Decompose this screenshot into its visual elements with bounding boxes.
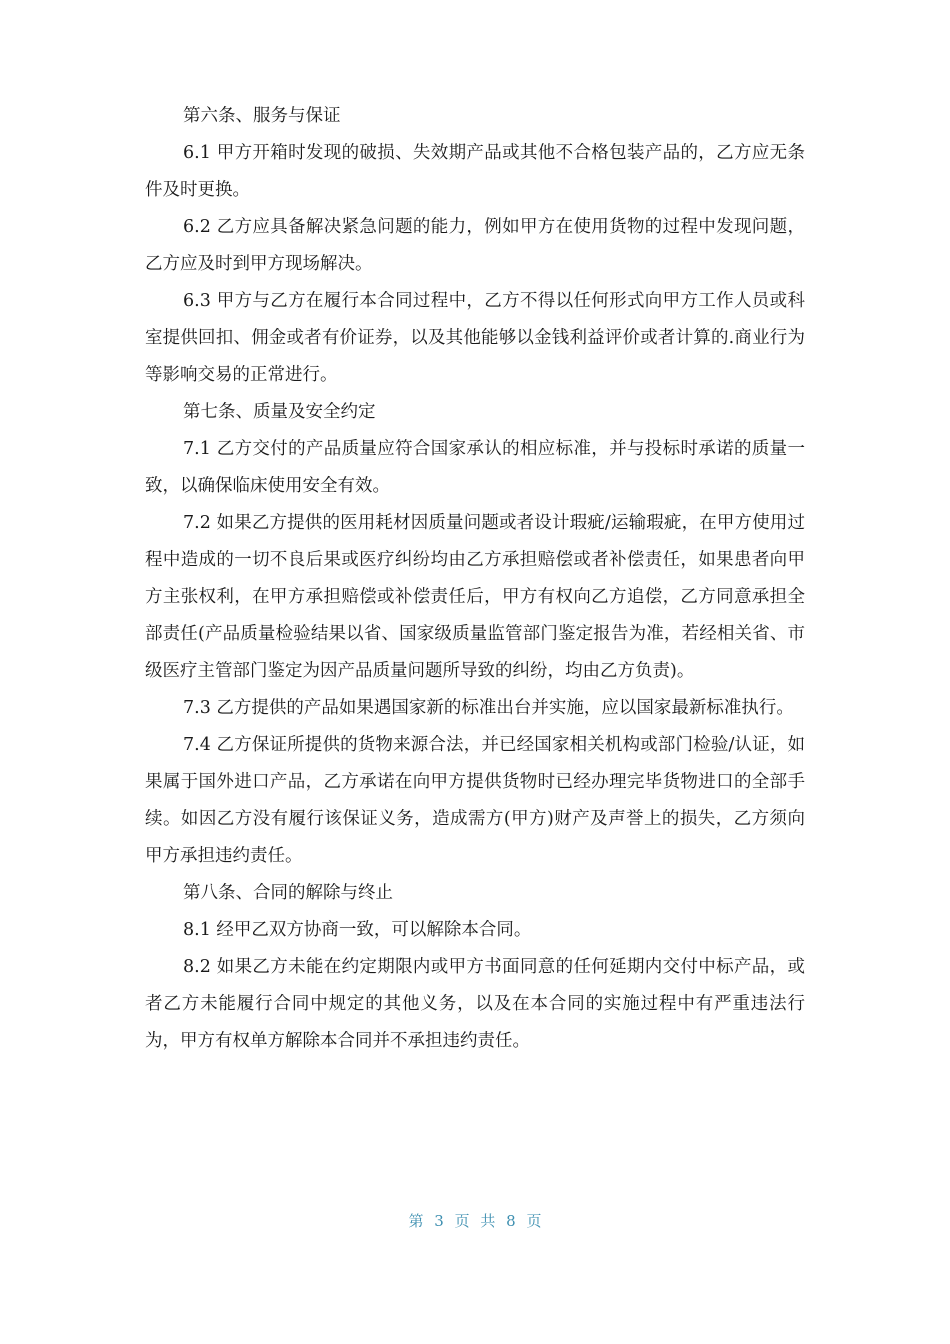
clause-7-1: 7.1 乙方交付的产品质量应符合国家承认的相应标准，并与投标时承诺的质量一致，以确保临床使用安全有效。 xyxy=(145,439,805,496)
page-footer xyxy=(0,1210,950,1231)
document-body xyxy=(145,98,805,1060)
section-heading-7: 第七条、质量及安全约定 xyxy=(183,402,376,422)
section-heading-6: 第六条、服务与保证 xyxy=(183,106,341,126)
clause-6-3: 6.3 甲方与乙方在履行本合同过程中，乙方不得以任何形式向甲方工作人员或科室提供回扣、佣金或者有价证券，以及其他能够以金钱利益评价或者计算的.商业行为等影响交易的正常进行。 xyxy=(145,291,805,385)
clause-7-4: 7.4 乙方保证所提供的货物来源合法，并已经国家相关机构或部门检验/认证，如果属于国外进口产品，乙方承诺在向甲方提供货物时已经办理完毕货物进口的全部手续。如因乙方没有履行该保证义务，造成需方(甲方)财产及声誉上的损失，乙方须向甲方承担违约责任。 xyxy=(145,735,805,866)
clause-6-2: 6.2 乙方应具备解决紧急问题的能力，例如甲方在使用货物的过程中发现问题，乙方应及时到甲方现场解决。 xyxy=(145,217,805,274)
clause-8-1: 8.1 经甲乙双方协商一致，可以解除本合同。 xyxy=(183,920,532,940)
clause-7-2: 7.2 如果乙方提供的医用耗材因质量问题或者设计瑕疵/运输瑕疵，在甲方使用过程中造成的一切不良后果或医疗纠纷均由乙方承担赔偿或者补偿责任，如果患者向甲方主张权利，在甲方承担赔偿或补偿责任后，甲方有权向乙方追偿，乙方同意承担全部责任(产品质量检验结果以省、国家级质量监管部门鉴定报告为准，若经相关省、市级医疗主管部门鉴定为因产品质量问题所导致的纠纷，均由乙方负责)。 xyxy=(145,513,805,681)
clause-7-3: 7.3 乙方提供的产品如果遇国家新的标准出台并实施，应以国家最新标准执行。 xyxy=(183,698,794,718)
clause-6-1: 6.1 甲方开箱时发现的破损、失效期产品或其他不合格包装产品的，乙方应无条件及时更换。 xyxy=(145,143,805,200)
section-heading-8: 第八条、合同的解除与终止 xyxy=(183,883,393,903)
clause-8-2: 8.2 如果乙方未能在约定期限内或甲方书面同意的任何延期内交付中标产品，或者乙方未能履行合同中规定的其他义务，以及在本合同的实施过程中有严重违法行为，甲方有权单方解除本合同并不承担违约责任。 xyxy=(145,957,805,1051)
page-number-text: 第 3 页 共 8 页 xyxy=(408,1212,542,1230)
